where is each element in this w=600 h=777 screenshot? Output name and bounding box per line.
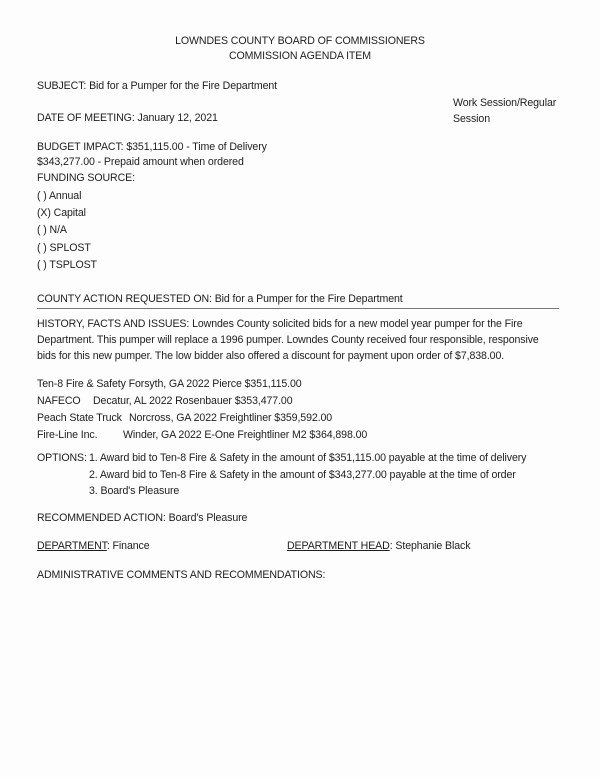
option-item: 2. Award bid to Ten-8 Fire & Safety in the amount of $343,277.00 payable at the time of order — [89, 469, 516, 481]
meeting-date: DATE OF MEETING: January 12, 2021 — [37, 112, 218, 124]
administrative-comments: ADMINISTRATIVE COMMENTS AND RECOMMENDATIONS: — [37, 569, 326, 581]
divider — [37, 308, 559, 309]
funding-option: (X) Capital — [37, 207, 86, 219]
bid-vendor: Fire-Line Inc. — [37, 429, 98, 441]
history-line: Department. This pumper will replace a 1996 pumper. Lowndes County received four responsible, responsive — [37, 334, 539, 346]
department-label: DEPARTMENT — [37, 540, 107, 552]
department-head-label: DEPARTMENT HEAD — [287, 540, 390, 552]
header-title: LOWNDES COUNTY BOARD OF COMMISSIONERS — [175, 35, 425, 47]
funding-option: ( ) TSPLOST — [37, 259, 97, 271]
county-action-requested: COUNTY ACTION REQUESTED ON: Bid for a Pumper for the Fire Department — [37, 293, 403, 305]
history-line: HISTORY, FACTS AND ISSUES: Lowndes County solicited bids for a new model year pumper for the Fire — [37, 318, 523, 330]
bid-vendor: Ten-8 Fire & Safety — [37, 378, 126, 390]
options-label: OPTIONS: — [37, 452, 87, 464]
funding-option: ( ) N/A — [37, 224, 67, 236]
option-item: 3. Board's Pleasure — [89, 485, 180, 497]
session-type-line2: Session — [453, 113, 490, 125]
bid-detail: Norcross, GA 2022 Freightliner $359,592.00 — [129, 412, 333, 424]
department-head-value: : Stephanie Black — [389, 540, 471, 552]
session-type-line1: Work Session/Regular — [453, 97, 557, 109]
subject: SUBJECT: Bid for a Pumper for the Fire Department — [37, 80, 278, 92]
bid-row — [37, 412, 332, 424]
bid-row — [37, 395, 293, 407]
funding-source-label: FUNDING SOURCE: — [37, 172, 135, 184]
history-line: bids for this new pumper. The low bidder also offered a discount for payment upon order of $7,838.00. — [37, 350, 505, 362]
header-subtitle: COMMISSION AGENDA ITEM — [228, 50, 371, 62]
budget-impact: BUDGET IMPACT: $351,115.00 - Time of Delivery — [37, 141, 267, 153]
department — [37, 540, 150, 552]
bid-row — [37, 378, 302, 390]
funding-option: ( ) SPLOST — [37, 242, 91, 254]
bid-detail: Decatur, AL 2022 Rosenbauer $353,477.00 — [93, 395, 293, 407]
department-value: : Finance — [106, 540, 150, 552]
bid-detail: Winder, GA 2022 E-One Freightliner M2 $364,898.00 — [123, 429, 368, 441]
funding-option: ( ) Annual — [37, 190, 82, 202]
option-item: 1. Award bid to Ten-8 Fire & Safety in the amount of $351,115.00 payable at the time of delivery — [89, 452, 527, 464]
department-head — [287, 540, 470, 552]
bid-detail: Forsyth, GA 2022 Pierce $351,115.00 — [128, 378, 302, 390]
bid-row — [37, 429, 367, 441]
bid-vendor: NAFECO — [37, 395, 81, 407]
recommended-action: RECOMMENDED ACTION: Board's Pleasure — [37, 512, 248, 524]
budget-prepaid: $343,277.00 - Prepaid amount when ordered — [37, 156, 244, 168]
bid-vendor: Peach State Truck — [37, 412, 122, 424]
